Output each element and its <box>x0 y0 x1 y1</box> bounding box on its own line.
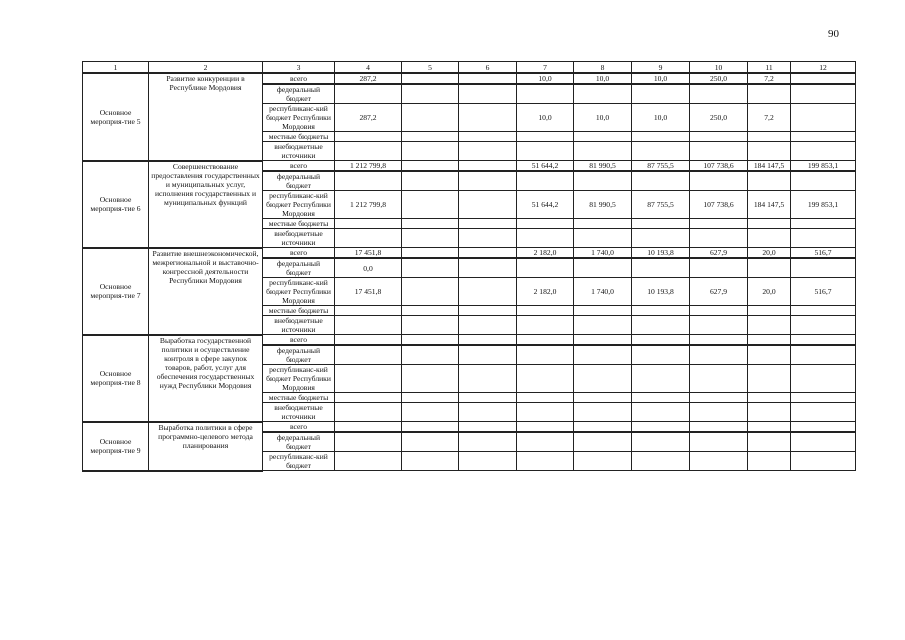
amount-cell <box>574 258 632 278</box>
amount-cell <box>459 84 517 104</box>
amount-cell <box>459 335 517 346</box>
amount-cell <box>791 132 856 142</box>
table-row <box>83 73 856 84</box>
column-header: 9 <box>632 62 690 74</box>
amount-cell <box>459 452 517 471</box>
amount-cell <box>335 229 402 248</box>
amount-cell <box>690 258 748 278</box>
amount-cell <box>335 422 402 433</box>
amount-cell <box>748 258 791 278</box>
amount-cell <box>791 422 856 433</box>
amount-cell <box>632 132 690 142</box>
amount-cell <box>459 219 517 229</box>
amount-cell: 10,0 <box>574 104 632 132</box>
activity-name: Развитие внешнеэкономической, межрегиональной и выставочно-конгрессной деятельности Республики Мордовия <box>149 248 263 335</box>
amount-cell <box>791 393 856 403</box>
amount-cell <box>632 345 690 365</box>
column-header: 5 <box>402 62 459 74</box>
amount-cell: 51 644,2 <box>517 161 574 172</box>
amount-cell <box>517 84 574 104</box>
table-row <box>83 161 856 172</box>
funding-source: республиканс-кий бюджет Республики Мордовия <box>263 191 335 219</box>
amount-cell <box>459 422 517 433</box>
amount-cell: 1 212 799,8 <box>335 161 402 172</box>
amount-cell <box>335 393 402 403</box>
amount-cell: 10,0 <box>517 73 574 84</box>
amount-cell: 0,0 <box>335 258 402 278</box>
funding-source: местные бюджеты <box>263 393 335 403</box>
funding-source: внебюджетные источники <box>263 142 335 161</box>
budget-table <box>82 61 856 472</box>
amount-cell: 250,0 <box>690 104 748 132</box>
amount-cell <box>459 393 517 403</box>
amount-cell <box>335 335 402 346</box>
amount-cell <box>574 316 632 335</box>
amount-cell <box>690 335 748 346</box>
column-header: 7 <box>517 62 574 74</box>
table-row <box>83 422 856 433</box>
amount-cell: 287,2 <box>335 104 402 132</box>
amount-cell <box>748 432 791 452</box>
amount-cell <box>632 403 690 422</box>
amount-cell <box>459 278 517 306</box>
amount-cell <box>574 422 632 433</box>
amount-cell <box>517 316 574 335</box>
funding-source: республиканс-кий бюджет Республики Мордовия <box>263 365 335 393</box>
amount-cell <box>517 219 574 229</box>
amount-cell <box>632 335 690 346</box>
amount-cell <box>335 219 402 229</box>
amount-cell: 7,2 <box>748 73 791 84</box>
amount-cell <box>690 142 748 161</box>
amount-cell: 250,0 <box>690 73 748 84</box>
amount-cell: 10,0 <box>574 73 632 84</box>
amount-cell <box>690 365 748 393</box>
amount-cell: 87 755,5 <box>632 191 690 219</box>
amount-cell <box>517 306 574 316</box>
funding-source: местные бюджеты <box>263 219 335 229</box>
amount-cell <box>748 345 791 365</box>
amount-cell <box>574 219 632 229</box>
amount-cell <box>748 335 791 346</box>
amount-cell <box>574 132 632 142</box>
amount-cell: 516,7 <box>791 248 856 259</box>
amount-cell <box>748 316 791 335</box>
amount-cell <box>791 316 856 335</box>
amount-cell <box>459 73 517 84</box>
amount-cell: 516,7 <box>791 278 856 306</box>
amount-cell <box>335 432 402 452</box>
amount-cell <box>402 104 459 132</box>
amount-cell: 20,0 <box>748 248 791 259</box>
amount-cell: 7,2 <box>748 104 791 132</box>
amount-cell <box>632 422 690 433</box>
column-header: 11 <box>748 62 791 74</box>
amount-cell: 81 990,5 <box>574 191 632 219</box>
amount-cell: 199 853,1 <box>791 161 856 172</box>
amount-cell <box>574 335 632 346</box>
amount-cell <box>791 345 856 365</box>
amount-cell <box>791 84 856 104</box>
column-header: 12 <box>791 62 856 74</box>
funding-source: федеральный бюджет <box>263 258 335 278</box>
amount-cell <box>335 142 402 161</box>
amount-cell <box>791 335 856 346</box>
amount-cell <box>791 229 856 248</box>
amount-cell <box>402 73 459 84</box>
amount-cell <box>402 393 459 403</box>
column-header: 6 <box>459 62 517 74</box>
amount-cell: 2 182,0 <box>517 278 574 306</box>
amount-cell <box>402 365 459 393</box>
amount-cell <box>335 403 402 422</box>
funding-source: всего <box>263 335 335 346</box>
amount-cell <box>748 132 791 142</box>
amount-cell <box>335 316 402 335</box>
amount-cell: 107 738,6 <box>690 191 748 219</box>
amount-cell <box>517 229 574 248</box>
activity-name: Совершенствование предоставления государственных и муниципальных услуг, исполнения государственных и муниципальных функций <box>149 161 263 248</box>
amount-cell <box>459 171 517 191</box>
amount-cell <box>748 365 791 393</box>
amount-cell <box>335 452 402 471</box>
amount-cell <box>402 161 459 172</box>
amount-cell <box>517 258 574 278</box>
amount-cell <box>402 422 459 433</box>
amount-cell <box>748 403 791 422</box>
amount-cell <box>574 403 632 422</box>
amount-cell <box>402 171 459 191</box>
amount-cell <box>335 345 402 365</box>
amount-cell: 1 740,0 <box>574 248 632 259</box>
activity-label: Основное мероприя-тие 5 <box>83 73 149 161</box>
amount-cell <box>574 452 632 471</box>
amount-cell <box>791 452 856 471</box>
amount-cell <box>574 432 632 452</box>
amount-cell <box>690 132 748 142</box>
activity-label: Основное мероприя-тие 7 <box>83 248 149 335</box>
funding-source: местные бюджеты <box>263 132 335 142</box>
amount-cell <box>402 335 459 346</box>
amount-cell <box>517 345 574 365</box>
amount-cell <box>517 335 574 346</box>
amount-cell <box>791 432 856 452</box>
amount-cell <box>748 306 791 316</box>
page-number: 90 <box>828 28 839 40</box>
amount-cell <box>402 229 459 248</box>
amount-cell <box>632 229 690 248</box>
amount-cell <box>791 365 856 393</box>
funding-source: республиканс-кий бюджет Республики Мордовия <box>263 104 335 132</box>
amount-cell <box>459 161 517 172</box>
amount-cell <box>459 258 517 278</box>
amount-cell <box>690 345 748 365</box>
table-row <box>83 335 856 346</box>
amount-cell <box>690 393 748 403</box>
activity-name: Развитие конкуренции в Республике Мордовия <box>149 73 263 161</box>
amount-cell <box>748 229 791 248</box>
amount-cell <box>574 171 632 191</box>
amount-cell: 199 853,1 <box>791 191 856 219</box>
funding-source: федеральный бюджет <box>263 345 335 365</box>
amount-cell: 287,2 <box>335 73 402 84</box>
amount-cell <box>517 452 574 471</box>
funding-source: республиканс-кий бюджет <box>263 452 335 471</box>
amount-cell <box>574 306 632 316</box>
amount-cell: 10,0 <box>632 104 690 132</box>
amount-cell <box>402 191 459 219</box>
amount-cell <box>402 345 459 365</box>
amount-cell <box>632 306 690 316</box>
amount-cell <box>402 219 459 229</box>
amount-cell: 1 212 799,8 <box>335 191 402 219</box>
amount-cell <box>690 219 748 229</box>
amount-cell <box>748 219 791 229</box>
amount-cell: 107 738,6 <box>690 161 748 172</box>
amount-cell <box>632 393 690 403</box>
amount-cell: 2 182,0 <box>517 248 574 259</box>
table-row <box>83 248 856 259</box>
funding-source: внебюджетные источники <box>263 316 335 335</box>
amount-cell <box>459 316 517 335</box>
amount-cell <box>791 306 856 316</box>
amount-cell: 10 193,8 <box>632 248 690 259</box>
amount-cell: 10,0 <box>517 104 574 132</box>
amount-cell <box>517 142 574 161</box>
amount-cell <box>459 403 517 422</box>
amount-cell <box>632 84 690 104</box>
amount-cell <box>574 365 632 393</box>
amount-cell <box>459 248 517 259</box>
column-header: 8 <box>574 62 632 74</box>
amount-cell <box>459 432 517 452</box>
amount-cell: 81 990,5 <box>574 161 632 172</box>
amount-cell <box>517 171 574 191</box>
amount-cell <box>459 345 517 365</box>
column-header: 10 <box>690 62 748 74</box>
activity-label: Основное мероприя-тие 9 <box>83 422 149 471</box>
amount-cell <box>402 132 459 142</box>
amount-cell <box>517 393 574 403</box>
funding-source: федеральный бюджет <box>263 432 335 452</box>
funding-source: республиканс-кий бюджет Республики Мордовия <box>263 278 335 306</box>
column-header: 4 <box>335 62 402 74</box>
amount-cell <box>517 132 574 142</box>
funding-source: всего <box>263 73 335 84</box>
amount-cell: 184 147,5 <box>748 191 791 219</box>
amount-cell <box>748 452 791 471</box>
amount-cell <box>459 104 517 132</box>
amount-cell <box>748 142 791 161</box>
amount-cell <box>459 132 517 142</box>
column-header: 2 <box>149 62 263 74</box>
amount-cell: 17 451,8 <box>335 278 402 306</box>
amount-cell: 184 147,5 <box>748 161 791 172</box>
amount-cell <box>632 432 690 452</box>
amount-cell <box>632 452 690 471</box>
amount-cell <box>402 248 459 259</box>
amount-cell <box>517 422 574 433</box>
amount-cell <box>402 84 459 104</box>
amount-cell <box>402 258 459 278</box>
amount-cell <box>690 452 748 471</box>
amount-cell <box>690 403 748 422</box>
amount-cell <box>517 365 574 393</box>
amount-cell <box>574 393 632 403</box>
amount-cell <box>459 365 517 393</box>
amount-cell: 10,0 <box>632 73 690 84</box>
column-header: 1 <box>83 62 149 74</box>
amount-cell <box>748 393 791 403</box>
amount-cell: 1 740,0 <box>574 278 632 306</box>
amount-cell <box>690 84 748 104</box>
amount-cell <box>791 104 856 132</box>
amount-cell <box>632 171 690 191</box>
funding-source: внебюджетные источники <box>263 403 335 422</box>
amount-cell: 627,9 <box>690 248 748 259</box>
amount-cell: 87 755,5 <box>632 161 690 172</box>
header-row <box>83 62 856 74</box>
activity-name: Выработка политики в сфере программно-целевого метода планирования <box>149 422 263 471</box>
amount-cell <box>335 84 402 104</box>
funding-source: внебюджетные источники <box>263 229 335 248</box>
amount-cell <box>632 365 690 393</box>
amount-cell <box>574 345 632 365</box>
funding-source: федеральный бюджет <box>263 171 335 191</box>
amount-cell <box>748 171 791 191</box>
amount-cell <box>335 132 402 142</box>
amount-cell <box>335 365 402 393</box>
amount-cell <box>402 142 459 161</box>
amount-cell <box>690 171 748 191</box>
amount-cell <box>574 229 632 248</box>
amount-cell <box>402 452 459 471</box>
amount-cell <box>690 229 748 248</box>
activity-label: Основное мероприя-тие 8 <box>83 335 149 422</box>
amount-cell <box>791 403 856 422</box>
amount-cell <box>690 306 748 316</box>
amount-cell <box>632 142 690 161</box>
amount-cell <box>791 258 856 278</box>
amount-cell: 20,0 <box>748 278 791 306</box>
activity-name: Выработка государственной политики и осуществление контроля в сфере закупок товаров, работ, услуг для обеспечения государственных нужд Республики Мордовия <box>149 335 263 422</box>
amount-cell: 17 451,8 <box>335 248 402 259</box>
amount-cell <box>748 84 791 104</box>
amount-cell <box>402 432 459 452</box>
amount-cell <box>748 422 791 433</box>
funding-source: местные бюджеты <box>263 306 335 316</box>
amount-cell: 10 193,8 <box>632 278 690 306</box>
amount-cell <box>690 316 748 335</box>
activity-label: Основное мероприя-тие 6 <box>83 161 149 248</box>
amount-cell <box>459 142 517 161</box>
column-header: 3 <box>263 62 335 74</box>
amount-cell <box>402 278 459 306</box>
amount-cell <box>517 432 574 452</box>
amount-cell <box>335 306 402 316</box>
amount-cell <box>632 258 690 278</box>
amount-cell <box>791 219 856 229</box>
amount-cell: 627,9 <box>690 278 748 306</box>
amount-cell <box>517 403 574 422</box>
amount-cell <box>791 142 856 161</box>
amount-cell <box>690 422 748 433</box>
amount-cell <box>402 316 459 335</box>
funding-source: федеральный бюджет <box>263 84 335 104</box>
amount-cell <box>791 171 856 191</box>
amount-cell <box>574 142 632 161</box>
amount-cell <box>574 84 632 104</box>
funding-source: всего <box>263 161 335 172</box>
amount-cell <box>690 432 748 452</box>
amount-cell <box>459 229 517 248</box>
amount-cell <box>402 403 459 422</box>
funding-source: всего <box>263 422 335 433</box>
amount-cell <box>402 306 459 316</box>
amount-cell <box>632 316 690 335</box>
amount-cell <box>632 219 690 229</box>
amount-cell <box>459 191 517 219</box>
amount-cell <box>335 171 402 191</box>
amount-cell: 51 644,2 <box>517 191 574 219</box>
funding-source: всего <box>263 248 335 259</box>
amount-cell <box>791 73 856 84</box>
amount-cell <box>459 306 517 316</box>
